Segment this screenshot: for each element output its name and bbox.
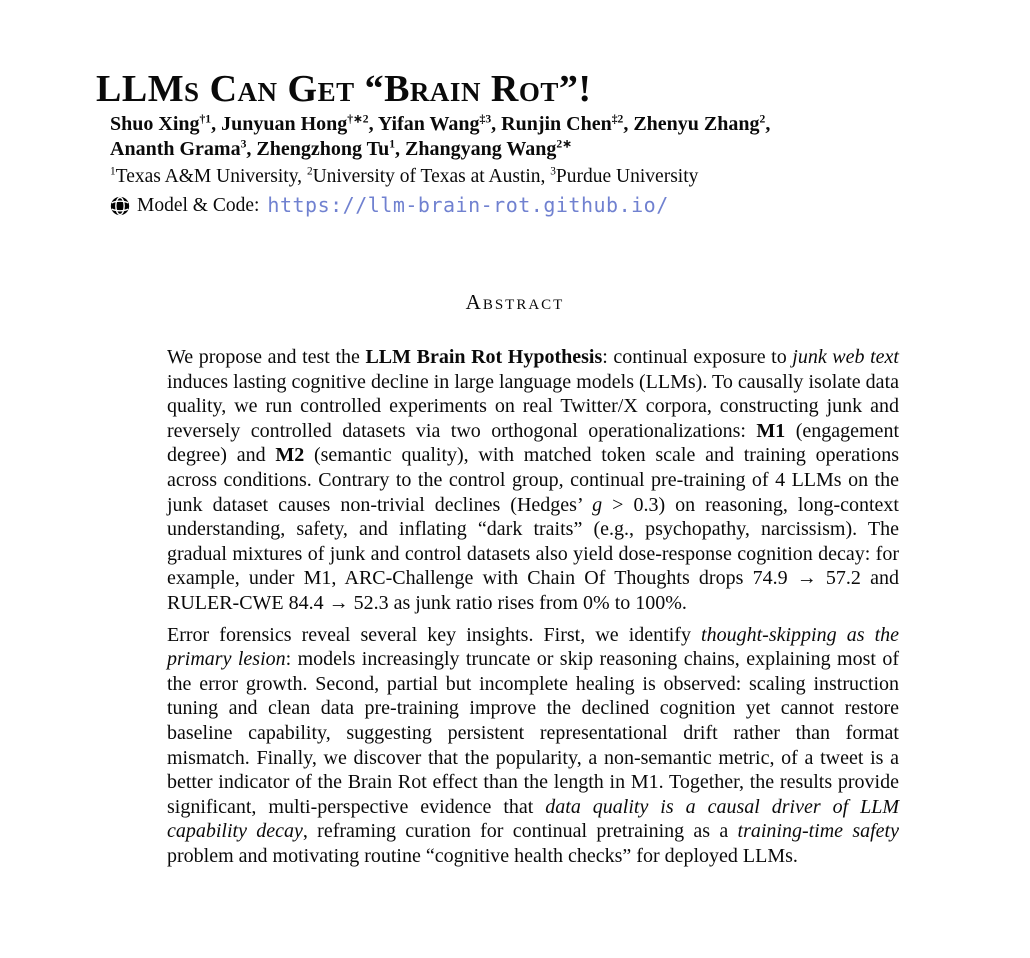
- model-code-label: Model & Code:: [137, 195, 260, 216]
- globe-icon: [110, 196, 130, 216]
- author-line-1: Shuo Xing$^{\dagger 1}$, Junyuan Hong$^{\dagger∗2}$, Yifan Wang$^{\ddagger 3}$, Runjin Chen$^{\ddagger 2}$, Zhenyu Zhang$^2$,: [110, 112, 771, 135]
- affiliation-line: $^1$Texas A&M University, $^2$University of Texas at Austin, $^3$Purdue University: [110, 165, 699, 187]
- author-block: [110, 112, 940, 218]
- paper-title: LLMs Can Get “Brain Rot”!: [96, 68, 592, 111]
- abstract-paragraph-2: Error forensics reveal several key insights. First, we identify thought-skipping as the primary lesion: models increasingly truncate or skip reasoning chains, explaining most of the error growth. Second, partial but incomplete healing is observed: scaling instruction tuning and clean data pre-training improve the declined cognition yet cannot restore baseline capability, suggesting persistent representational drift rather than format mismatch. Finally, we discover that the popularity, a non-semantic metric, of a tweet is a better indicator of the Brain Rot effect than the length in M1. Together, the results provide significant, multi-perspective evidence that data quality is a causal driver of LLM capability decay, reframing curation for continual pretraining as a training-time safety problem and motivating routine “cognitive health checks” for deployed LLMs.: [167, 623, 900, 867]
- model-code-link[interactable]: https://llm-brain-rot.github.io/: [267, 193, 669, 217]
- author-line-2: Ananth Grama$^3$, Zhengzhong Tu$^1$, Zhangyang Wang$^{2∗}$: [110, 137, 572, 160]
- abstract-heading: Abstract: [465, 290, 565, 314]
- abstract-paragraph-1: We propose and test the LLM Brain Rot Hypothesis: continual exposure to junk web text induces lasting cognitive decline in large language models (LLMs). To causally isolate data quality, we run controlled experiments on real Twitter/X corpora, constructing junk and reversely controlled datasets via two orthogonal operationalizations: M1 (engagement degree) and M2 (semantic quality), with matched token scale and training operations across conditions. Contrary to the control group, continual pre-training of 4 LLMs on the junk dataset causes non-trivial declines (Hedges’ g > 0.3) on reasoning, long-context understanding, safety, and inflating “dark traits” (e.g., psychopathy, narcissism). The gradual mixtures of junk and control datasets also yield dose-response cognition decay: for example, under M1, ARC-Challenge with Chain Of Thoughts drops 74.9 → 57.2 and RULER-CWE 84.4 → 52.3 as junk ratio rises from 0% to 100%.: [167, 346, 899, 614]
- abstract-body: [167, 345, 899, 875]
- model-code-line: [110, 193, 940, 218]
